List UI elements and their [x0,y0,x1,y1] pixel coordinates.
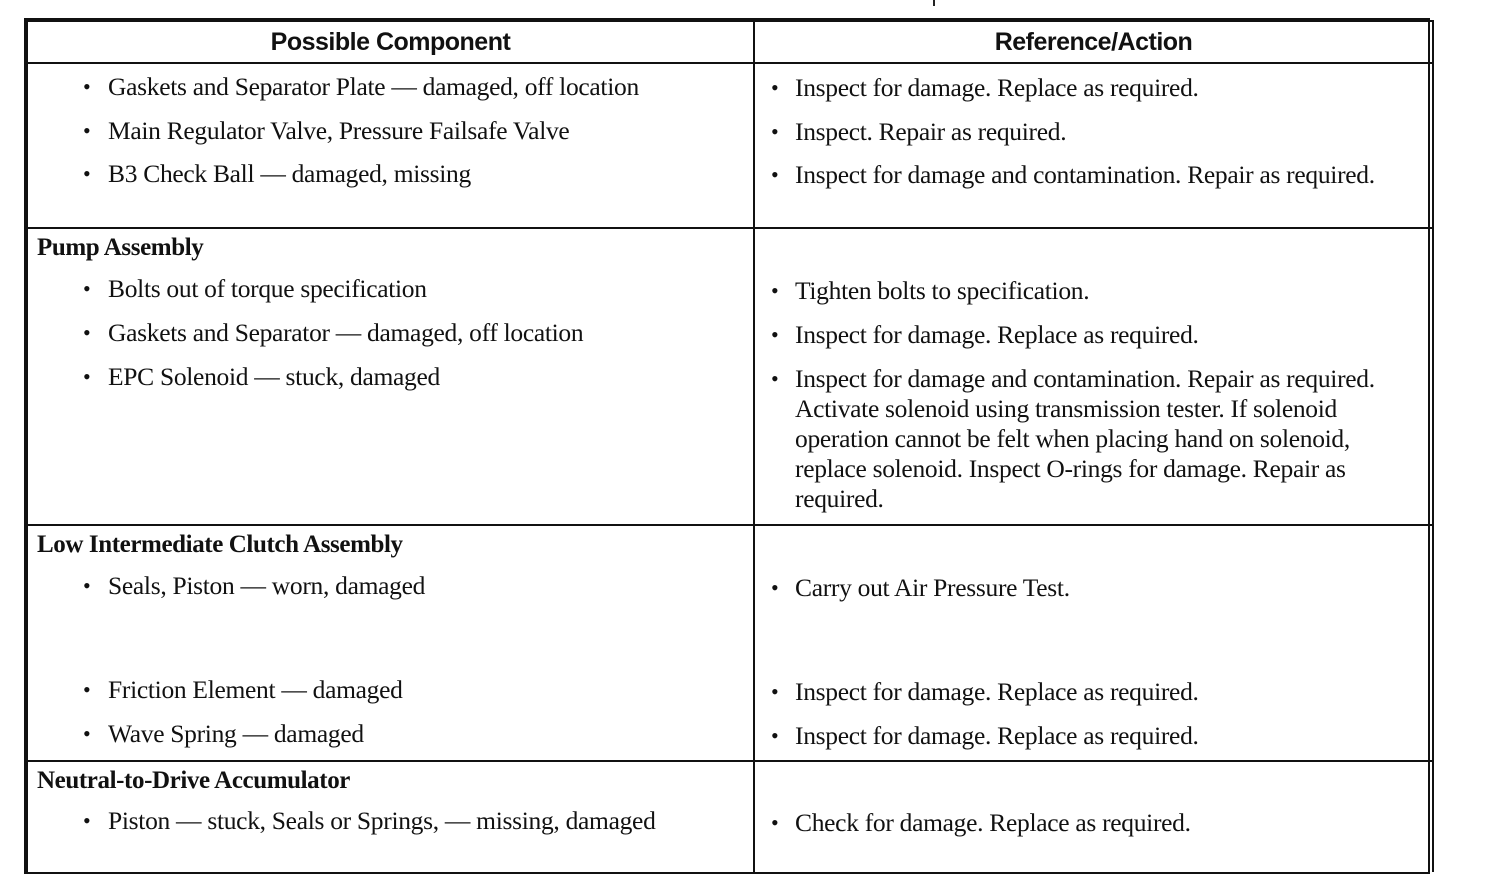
bullet-icon: • [83,573,91,598]
diagnostic-table-container [24,18,1430,874]
action-text: Inspect. Repair as required. [795,117,1067,146]
list-item [28,159,753,189]
list-item [28,116,753,159]
bullet-icon: • [771,810,779,835]
list-item [755,276,1432,320]
list-item [755,320,1432,364]
component-text: Gaskets and Separator Plate — damaged, off location [108,72,639,101]
action-text: Check for damage. Replace as required. [795,808,1191,837]
bullet-icon: • [83,118,91,143]
bullet-icon: • [83,74,91,99]
group-title-pump-assembly: Pump Assembly [37,234,204,261]
bullet-icon: • [771,575,779,600]
component-text: Bolts out of torque specification [108,274,427,303]
diagnostic-table [26,20,1434,872]
component-text: Friction Element — damaged [108,675,403,704]
list-item [755,677,1432,721]
component-text: Seals, Piston — worn, damaged [108,571,426,600]
list-item [755,808,1432,838]
component-text: B3 Check Ball — damaged, missing [108,159,471,188]
bullet-icon: • [771,162,779,187]
component-text: Main Regulator Valve, Pressure Failsafe Valve [108,116,570,145]
table-row [27,525,1433,761]
bullet-icon: • [83,808,91,833]
scan-mark [933,0,935,6]
bullet-icon: • [83,276,91,301]
list-item [28,571,753,675]
action-cell [754,63,1433,228]
bullet-icon: • [83,364,91,389]
component-cell [27,63,754,228]
action-cell [754,228,1433,525]
list-item [755,73,1432,117]
action-text: Inspect for damage. Replace as required. [795,677,1199,706]
component-cell [27,228,754,525]
list-item [755,160,1432,190]
component-text: Gaskets and Separator — damaged, off location [108,318,584,347]
list-item [755,721,1432,751]
component-cell [27,761,754,872]
action-text: Carry out Air Pressure Test. [795,573,1070,602]
table-row [27,63,1433,228]
bullet-icon: • [83,721,91,746]
bullet-icon: • [771,322,779,347]
list-item [28,806,753,836]
action-text: Inspect for damage. Replace as required. [795,721,1199,750]
action-text: Inspect for damage and contamination. Repair as required. [795,160,1375,189]
list-item [28,675,753,719]
action-text: Tighten bolts to specification. [795,276,1090,305]
header-row [27,21,1433,63]
action-text: Inspect for damage and contamination. Repair as required. Activate solenoid using transmission tester. If solenoid operation cannot be felt when placing hand on solenoid, replace solenoid. Inspect O-rings for damage. Repair as required. [795,364,1375,513]
action-text: Inspect for damage. Replace as required. [795,320,1199,349]
component-text: Piston — stuck, Seals or Springs, — missing, damaged [108,806,656,835]
group-title-low-intermediate-clutch: Low Intermediate Clutch Assembly [37,531,403,558]
list-item [755,117,1432,160]
bullet-icon: • [771,723,779,748]
group-title-neutral-to-drive-accumulator: Neutral-to-Drive Accumulator [37,767,351,794]
component-text: Wave Spring — damaged [108,719,364,748]
component-text: EPC Solenoid — stuck, damaged [108,362,440,391]
bullet-icon: • [771,679,779,704]
table-row [27,761,1433,872]
list-item [28,318,753,362]
action-text: Inspect for damage. Replace as required. [795,73,1199,102]
bullet-icon: • [83,677,91,702]
bullet-icon: • [83,320,91,345]
list-item [28,362,753,392]
bullet-icon: • [771,278,779,303]
bullet-icon: • [83,161,91,186]
header-possible-component: Possible Component [27,21,754,63]
bullet-icon: • [771,366,779,391]
action-cell [754,525,1433,761]
bullet-icon: • [771,119,779,144]
header-reference-action: Reference/Action [754,21,1433,63]
list-item [755,573,1432,677]
component-cell [27,525,754,761]
bullet-icon: • [771,75,779,100]
list-item [28,72,753,116]
table-row [27,228,1433,525]
list-item [28,274,753,318]
list-item [28,719,753,749]
action-cell [754,761,1433,872]
list-item [755,364,1432,514]
